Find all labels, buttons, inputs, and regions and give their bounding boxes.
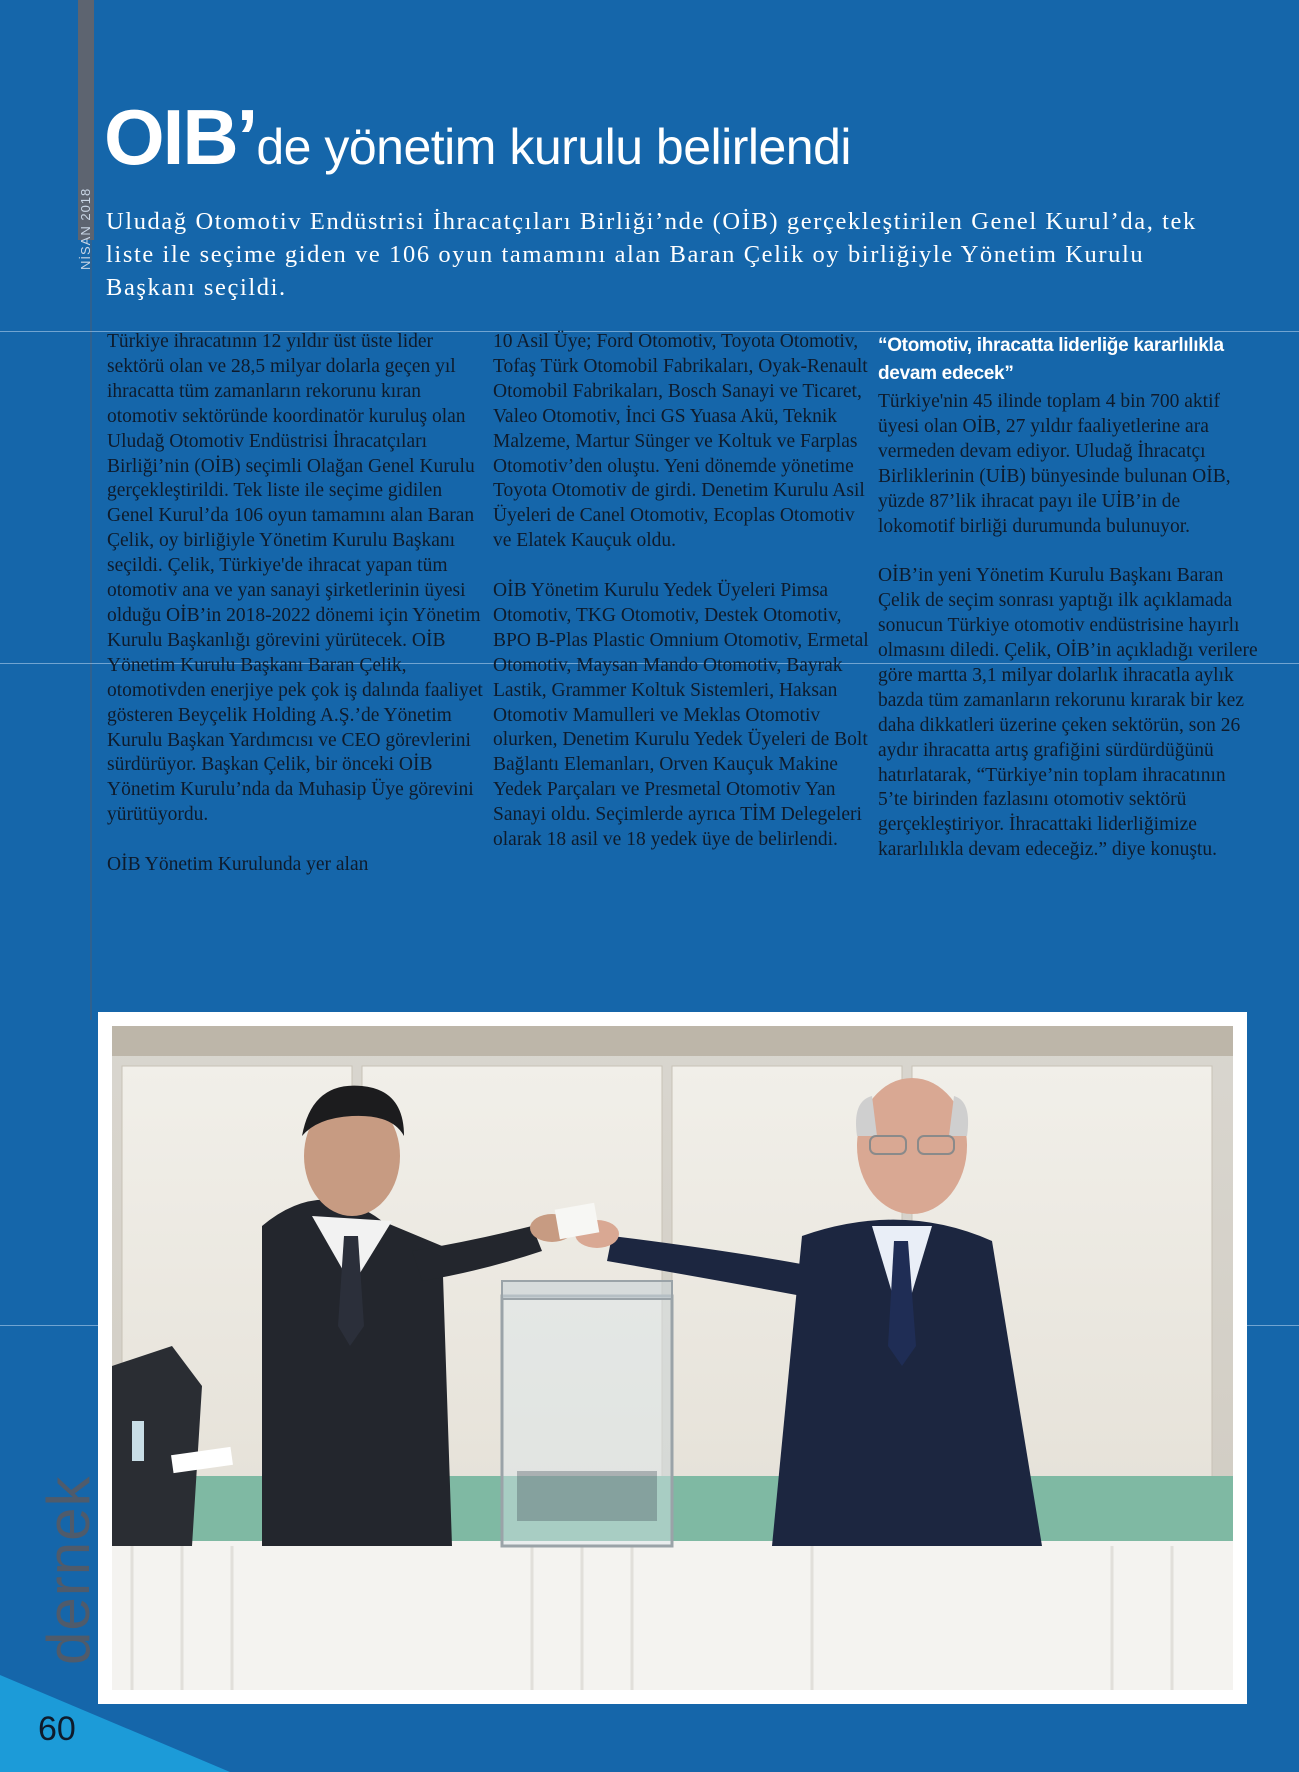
side-rule: [90, 240, 92, 1020]
paragraph: OİB Yönetim Kurulu Yedek Üyeleri Pimsa Otomotiv, TKG Otomotiv, Destek Otomotiv, BPO B-Plas Plastic Omnium Otomotiv, Ermetal Otomotiv, Maysan Mando Otomotiv, Bayrak Lastik, Grammer Koltuk Sistemleri, Haksan Otomotiv Mamulleri ve Meklas Otomotiv olurken, Denetim Kurulu Yedek Üyeleri de Bolt Bağlantı Elemanları, Orven Kauçuk Makine Yedek Parçaları ve Presmetal Otomotiv Yan Sanayi oldu. Seçimlerde ayrıca TİM Delegeleri olarak 18 asil ve 18 yedek üye de belirlendi.: [493, 580, 869, 851]
paragraph: Türkiye ihracatının 12 yıldır üst üste lider sektörü olan ve 28,5 milyar dolarla geçen yıl ihracatta tüm zamanların rekorunu kıran otomotiv sektöründe koordinatör kuruluş olan Uludağ Otomotiv Endüstrisi İhracatçıları Birliği’nin (OİB) seçimli Olağan Genel Kurulu gerçekleştirildi. Tek liste ile seçime gidilen Genel Kurul’da 106 oyun tamamını alan Baran Çelik, oy birliğiyle Yönetim Kurulu Başkanı seçildi. Çelik, Türkiye'de ihracat yapan tüm otomotiv ana ve yan sanayi şirketlerinin üyesi olduğu OİB’in 2018-2022 dönemi için Yönetim Kurulu Başkanlığı görevini yürütecek. OİB Yönetim Kurulu Başkanı Baran Çelik, otomotivden enerjiye pek çok iş dalında faaliyet gösteren Beyçelik Holding A.Ş.’de Yönetim Kurulu Başkan Yardımcısı ve CEO görevlerini sürdürüyor. Başkan Çelik, bir önceki OİB Yönetim Kurulu’nda da Muhasip Üye görevini yürütüyordu.: [107, 331, 483, 826]
title-main: OIB’: [104, 93, 257, 181]
page-number: 60: [38, 1710, 76, 1748]
text-column-1: [107, 330, 487, 903]
section-label: dernek: [35, 1475, 102, 1665]
paragraph: 10 Asil Üye; Ford Otomotiv, Toyota Otomotiv, Tofaş Türk Otomobil Fabrikaları, Oyak-Renault Otomobil Fabrikaları, Bosch Sanayi ve Ticaret, Valeo Otomotiv, İnci GS Yuasa Akü, Teknik Malzeme, Martur Sünger ve Koltuk ve Farplas Otomotiv’den oluştu. Yeni dönemde yönetime Toyota Otomotiv de girdi. Denetim Kurulu Asil Üyeleri de Canel Otomotiv, Ecoplas Otomotiv ve Elatek Kauçuk oldu.: [493, 331, 868, 552]
article-title: [104, 92, 851, 183]
corner-tab: [0, 1675, 230, 1772]
photo-illustration: [112, 1026, 1233, 1690]
photo-frame: [98, 1012, 1247, 1704]
title-rest: de yönetim kurulu belirlendi: [256, 119, 852, 175]
paragraph: Türkiye'nin 45 ilinde toplam 4 bin 700 aktif üyesi olan OİB, 27 yıldır faaliyetlerine ara vermeden devam ediyor. Uludağ İhracatçı Birliklerinin (UİB) bünyesinde bulunan OİB, yüzde 87’lik ihracat payı ile UİB’in de lokomotif birliği durumunda bulunuyor.: [878, 391, 1231, 537]
subheading: “Otomotiv, ihracatta liderliğe kararlılıkla devam edecek”: [878, 335, 1224, 384]
text-column-2: [493, 330, 873, 878]
article-intro: Uludağ Otomotiv Endüstrisi İhracatçıları Birliği’nde (OİB) gerçekleştirilen Genel Kurul’da, tek liste ile seçime giden ve 106 oyun tamamını alan Baran Çelik oy birliğiyle Yönetim Kurulu Başkanı seçildi.: [106, 208, 1197, 301]
text-column-3: [878, 332, 1258, 888]
paragraph: OİB Yönetim Kurulunda yer alan: [107, 854, 369, 876]
paragraph: OİB’in yeni Yönetim Kurulu Başkanı Baran Çelik de seçim sonrası yaptığı ilk açıklamada sonucun Türkiye otomotiv endüstrisine hayırlı olmasını diledi. Çelik, OİB’in açıkladığı verilere göre martta 3,1 milyar dolarlık ihracatla aylık bazda tüm zamanların rekorunu kırarak bir kez daha dikkatleri üzerine çeken sektörün, son 26 aydır ihracatta artış grafiğini sürdürdüğünü hatırlatarak, “Türkiye’nin toplam ihracatının 5’te birinden fazlasını otomotiv sektörü gerçekleştiriyor. İhracattaki liderliğimize kararlılıkla devam edeceğiz.” diye konuştu.: [878, 565, 1258, 861]
issue-date: NİSAN 2018: [78, 187, 93, 270]
article-photo: [112, 1026, 1233, 1690]
